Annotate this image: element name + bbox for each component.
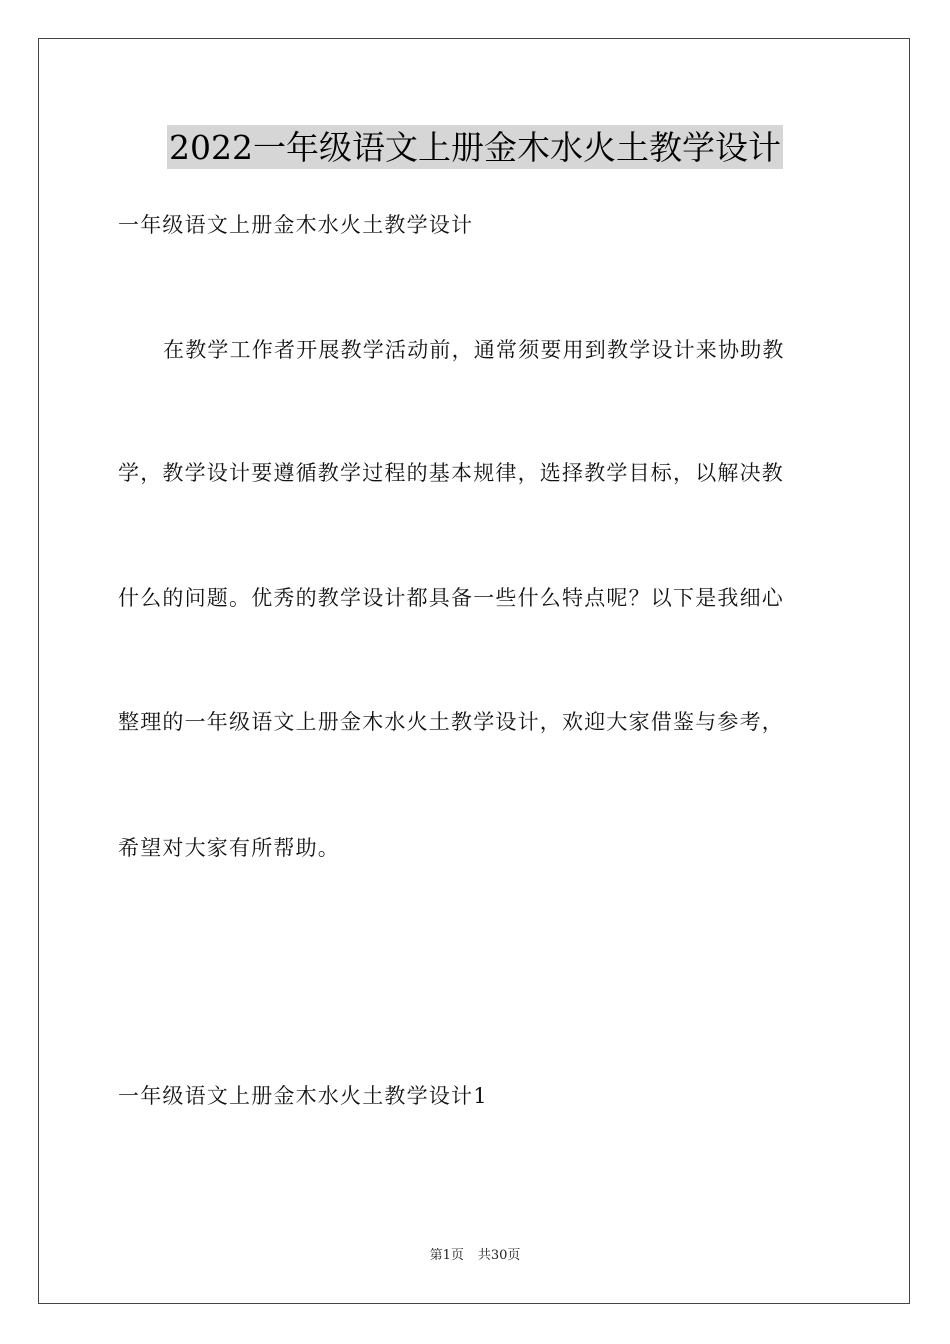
page-total: 共30页 — [477, 1248, 521, 1263]
section-heading: 一年级语文上册金木水火土教学设计1 — [118, 1084, 488, 1108]
intro-line-5: 希望对大家有所帮助。 — [118, 836, 340, 860]
document-title-text: 2022一年级语文上册金木水火土教学设计 — [167, 125, 783, 169]
document-subtitle: 一年级语文上册金木水火土教学设计 — [118, 213, 474, 237]
document-title — [0, 125, 950, 169]
intro-line-2: 学，教学设计要遵循教学过程的基本规律，选择教学目标，以解决教 — [118, 461, 784, 485]
intro-line-1: 在教学工作者开展教学活动前，通常须要用到教学设计来协助教 — [163, 338, 785, 362]
page-number: 第1页 — [429, 1248, 464, 1263]
intro-line-4: 整理的一年级语文上册金木水火土教学设计，欢迎大家借鉴与参考， — [118, 710, 784, 734]
page-footer — [0, 1248, 950, 1264]
intro-line-3: 什么的问题。优秀的教学设计都具备一些什么特点呢？以下是我细心 — [118, 586, 784, 610]
